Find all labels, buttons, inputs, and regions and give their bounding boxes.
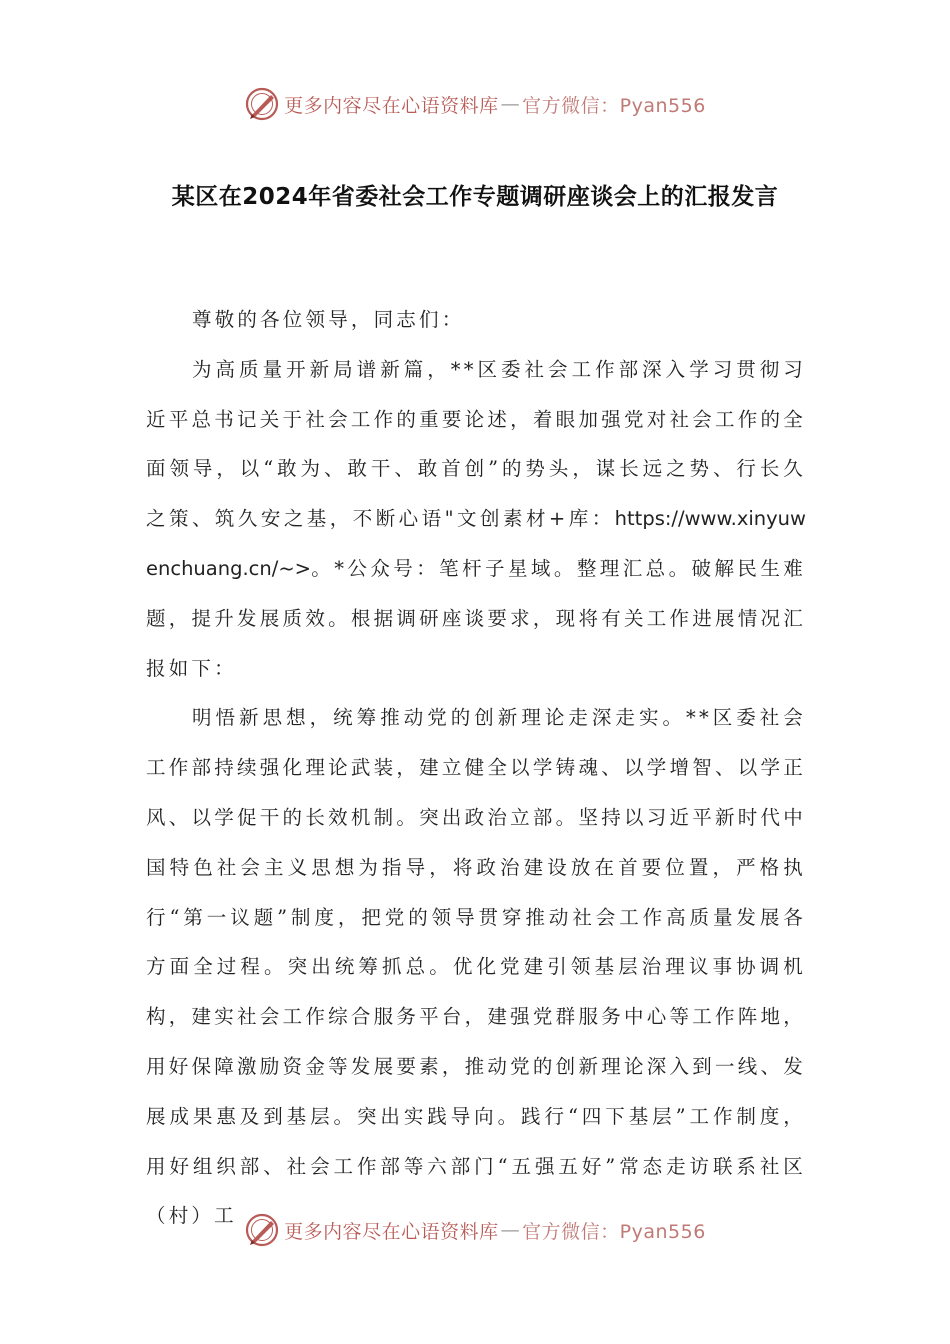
paragraph-intro: [146, 345, 806, 694]
salutation: 尊敬的各位领导，同志们：: [192, 308, 465, 331]
banner-separator: —: [500, 1219, 521, 1241]
document-body: [146, 295, 806, 1241]
banner-contact: 官方微信：Pyan556: [522, 1220, 706, 1243]
paragraph-intro-text: 为高质量开新局谱新篇，**区委社会工作部深入学习贯彻习近平总书记关于社会工作的重要论述，着眼加强党对社会工作的全面领导，以“敢为、敢干、敢首创”的势头，谋长远之势、行长久之策、筑久安之基，不断心语"文创素材+库：: [146, 357, 806, 531]
pen-seal-icon: [244, 86, 280, 122]
footer-banner: [0, 1208, 950, 1252]
banner-separator: —: [500, 93, 521, 115]
pen-seal-icon: [244, 1212, 280, 1248]
header-banner: [0, 82, 950, 126]
banner-text: 更多内容尽在心语资料库: [284, 1220, 499, 1243]
banner-contact: 官方微信：Pyan556: [522, 94, 706, 117]
url-text: https://www.xinyuwenchuang.cn/~>: [146, 507, 806, 580]
paragraph-intro-text-2: 。*公众号：笔杆子星域。整理汇总。破解民生难题，提升发展质效。根据调研座谈要求，现将有关工作进展情况汇报如下：: [146, 556, 806, 680]
banner-text: 更多内容尽在心语资料库: [284, 94, 499, 117]
document-title: 某区在2024年省委社会工作专题调研座谈会上的汇报发言: [171, 184, 779, 210]
paragraph-section-1: 明悟新思想，统筹推动党的创新理论走深走实。**区委社会工作部持续强化理论武装，建立健全以学铸魂、以学增智、以学正风、以学促干的长效机制。突出政治立部。坚持以习近平新时代中国特色社会主义思想为指导，将政治建设放在首要位置，严格执行“第一议题”制度，把党的领导贯穿推动社会工作高质量发展各方面全过程。突出统筹抓总。优化党建引领基层治理议事协调机构，建实社会工作综合服务平台，建强党群服务中心等工作阵地，用好保障激励资金等发展要素，推动党的创新理论深入到一线、发展成果惠及到基层。突出实践导向。践行“四下基层”工作制度，用好组织部、社会工作部等六部门“五强五好”常态走访联系社区（村）工: [146, 706, 806, 1228]
